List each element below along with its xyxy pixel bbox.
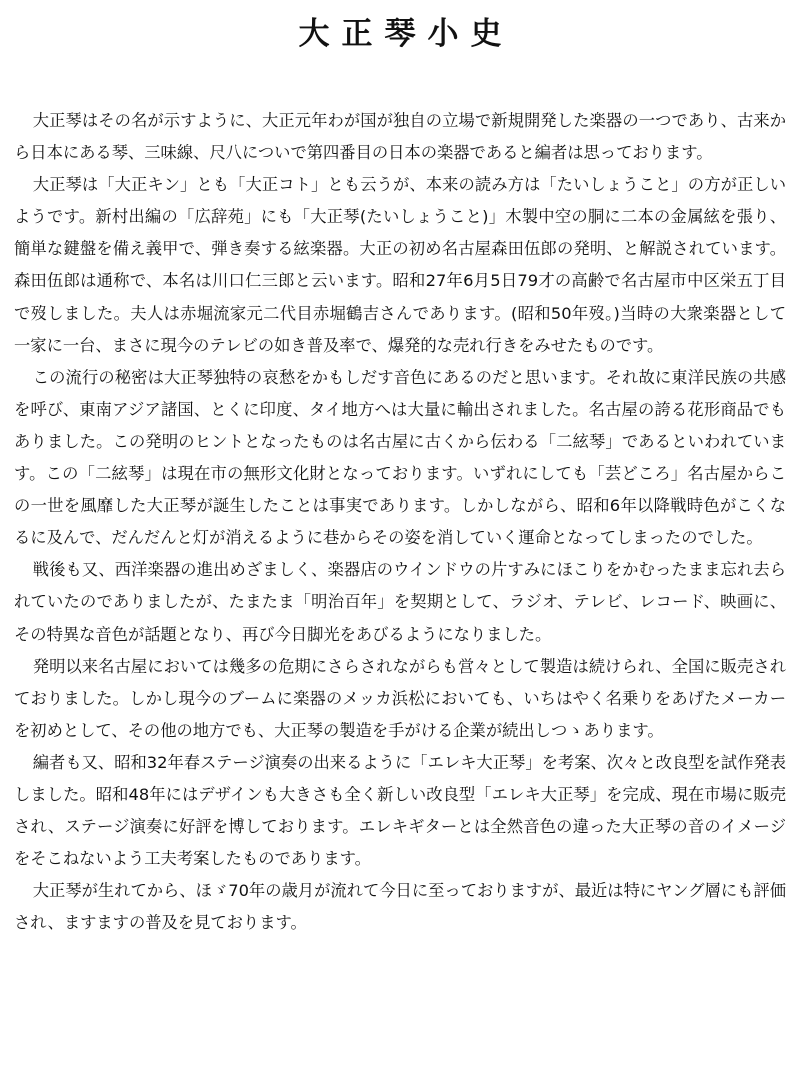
paragraph-1: 大正琴はその名が示すように、大正元年わが国が独自の立場で新規開発した楽器の一つであり、古来から日本にある琴、三味線、尺八についで第四番目の日本の楽器であると編者は思っております。 bbox=[14, 111, 786, 163]
paragraph-4: 戦後も又、西洋楽器の進出めざましく、楽器店のウインドウの片すみにほこりをかむったまま忘れ去られていたのでありましたが、たまたま「明治百年」を契期として、ラジオ、テレビ、レコード、映画に、その特異な音色が話題となり、再び今日脚光をあびるようになりました。 bbox=[14, 560, 786, 644]
page-title: 大正琴小史 bbox=[298, 16, 514, 52]
paragraph-7: 大正琴が生れてから、ほゞ70年の歳月が流れて今日に至っておりますが、最近は特にヤング層にも評価され、ますますの普及を見ております。 bbox=[14, 881, 786, 933]
paragraph-2: 大正琴は「大正キン」とも「大正コト」とも云うが、本来の読み方は「たいしょうこと」の方が正しいようです。新村出編の「広辞苑」にも「大正琴(たいしょうこと)」木製中空の胴に二本の金属絃を張り、簡単な鍵盤を備え義甲で、弾き奏する絃楽器。大正の初め名古屋森田伍郎の発明、と解説されています。森田伍郎は通称で、本名は川口仁三郎と云います。昭和27年6月5日79才の高齢で名古屋市中区栄五丁目で歿しました。夫人は赤堀流家元二代目赤堀鶴吉さんであります。(昭和50年歿。)当時の大衆楽器として一家に一台、まさに現今のテレビの如き普及率で、爆発的な売れ行きをみせたものです。 bbox=[14, 175, 786, 355]
paragraph-3: この流行の秘密は大正琴独特の哀愁をかもしだす音色にあるのだと思います。それ故に東洋民族の共感を呼び、東南アジア諸国、とくに印度、タイ地方へは大量に輸出されました。名古屋の誇る花形商品でもありました。この発明のヒントとなったものは名古屋に古くから伝わる「二絃琴」であるといわれています。この「二絃琴」は現在市の無形文化財となっております。いずれにしても「芸どころ」名古屋からこの一世を風靡した大正琴が誕生したことは事実であります。しかしながら、昭和6年以降戦時色がこくなるに及んで、だんだんと灯が消えるように巷からその姿を消していく運命となってしまったのでした。 bbox=[14, 367, 786, 548]
paragraph-5: 発明以来名古屋においては幾多の危期にさらされながらも営々として製造は続けられ、全国に販売されておりました。しかし現今のブームに楽器のメッカ浜松においても、いちはやく名乗りをあげたメーカーを初めとして、その他の地方でも、大正琴の製造を手がける企業が続出しつゝあります。 bbox=[14, 656, 786, 740]
paragraph-6: 編者も又、昭和32年春ステージ演奏の出来るように「エレキ大正琴」を考案、次々と改良型を試作発表しました。昭和48年にはデザインも大きさも全く新しい改良型「エレキ大正琴」を完成、現在市場に販売され、ステージ演奏に好評を博しております。エレキギターとは全然音色の違った大正琴の音のイメージをそこねないよう工夫考案したものであります。 bbox=[14, 752, 786, 869]
document-body bbox=[14, 105, 786, 939]
